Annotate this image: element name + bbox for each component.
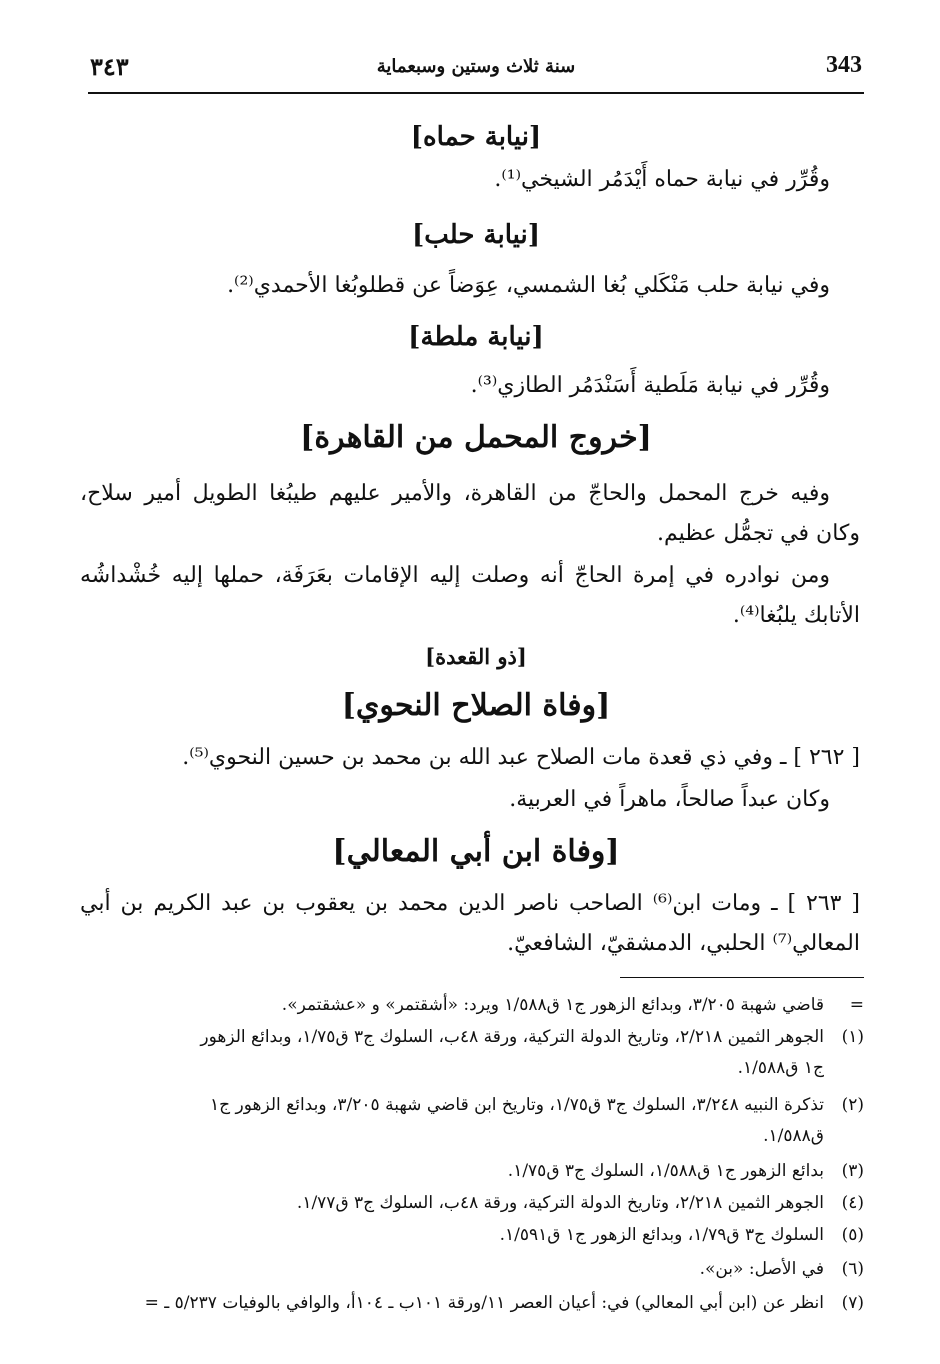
- footnote: [80, 1220, 864, 1251]
- paragraph: وقُرِّر في نيابة حماه أَيْدَمُر الشيخي⁽¹⁾.: [494, 167, 830, 192]
- page-header: [88, 52, 864, 90]
- paragraph: وفيه خرج المحمل والحاجّ من القاهرة، والأمير عليهم طيبُغا الطويل أمير سلاح، وكان في تجمُّل عظيم.: [80, 481, 860, 546]
- footnote: [80, 1090, 864, 1152]
- paragraph: وقُرِّر في نيابة مَلَطية أَسَنْدَمُر الطازي⁽³⁾.: [470, 373, 830, 398]
- footnote-continuation: ق١/٥٨٨.: [763, 1126, 824, 1146]
- section-heading: [نيابة ملطة]: [408, 322, 544, 352]
- footnote: [80, 990, 864, 1021]
- page-number-latin: 343: [826, 52, 862, 78]
- paragraph: ومن نوادره في إمرة الحاجّ أنه وصلت إليه الإقامات بعَرَفَة، حملها إليه خُشْداشُه الأتابك يلبُغا⁽⁴⁾.: [80, 563, 860, 628]
- biography-entry: [ ٢٦٢ ] ـ وفي ذي قعدة مات الصلاح عبد الله بن محمد بن حسين النحوي⁽⁵⁾.: [182, 745, 860, 770]
- footnote-text: بدائع الزهور ج١ ق١/٥٨٨، السلوك ج٣ ق١/٧٥.: [507, 1161, 824, 1181]
- footnote-marker: (١): [841, 1027, 864, 1047]
- footnote-text: الجوهر الثمين ٢/٢١٨، وتاريخ الدولة التركية، ورقة ٤٨ب، السلوك ج٣ ق١/٧٥، وبدائع الزهور: [200, 1027, 824, 1047]
- section-heading: [وفاة الصلاح النحوي]: [341, 688, 611, 723]
- footnote-marker: (٧): [841, 1293, 864, 1313]
- footnote-continuation: ج١ ق١/٥٨٨.: [737, 1058, 824, 1078]
- footnote: [80, 1254, 864, 1285]
- footnote-marker: (٤): [841, 1193, 864, 1213]
- footnote-marker: (٦): [841, 1259, 864, 1279]
- footnote: [80, 1022, 864, 1084]
- footnote-marker: =: [849, 995, 864, 1015]
- footnote: [80, 1288, 864, 1319]
- footnote-text: الجوهر الثمين ٢/٢١٨، وتاريخ الدولة التركية، ورقة ٤٨ب، السلوك ج٣ ق١/٧٧.: [296, 1193, 824, 1213]
- footnote-text: قاضي شهبة ٣/٢٠٥، وبدائع الزهور ج١ ق١/٥٨٨ ويرد: «أشقتمر» و «عشقتمر».: [281, 995, 824, 1015]
- footnote-text: السلوك ج٣ ق١/٧٩، وبدائع الزهور ج١ ق١/٥٩١.: [499, 1225, 824, 1245]
- page-number-arabic: ٣٤٣: [90, 52, 129, 81]
- paragraph: وكان عبداً صالحاً، ماهراً في العربية.: [509, 787, 830, 812]
- footnote-marker: (٣): [841, 1161, 864, 1181]
- running-title: سنة ثلاث وستين وسبعماية: [376, 56, 576, 77]
- section-heading: [وفاة ابن أبي المعالي]: [332, 834, 620, 869]
- footnote-marker: (٢): [841, 1095, 864, 1115]
- footnote: [80, 1188, 864, 1219]
- section-heading: [نيابة حماه]: [410, 122, 542, 152]
- footnote-marker: (٥): [841, 1225, 864, 1245]
- biography-entry: [ ٢٦٣ ] ـ ومات ابن⁽⁶⁾ الصاحب ناصر الدين محمد بن يعقوب بن عبد الكريم بن أبي المعالي⁽⁷⁾ الحلبي، الدمشقيّ، الشافعيّ.: [80, 891, 860, 956]
- footnote-text: تذكرة النبيه ٣/٢٤٨، السلوك ج٣ ق١/٧٥، وتاريخ ابن قاضي شهبة ٣/٢٠٥، وبدائع الزهور ج١: [210, 1095, 824, 1115]
- section-heading: [خروج المحمل من القاهرة]: [300, 420, 652, 455]
- footnote-text: انظر عن (ابن أبي المعالي) في: أعيان العصر ١١/ورقة ١٠١ب ـ ١٠٤أ، والوافي بالوفيات ٥/٢٣٧ ـ =: [144, 1293, 824, 1313]
- section-heading: [نيابة حلب]: [411, 220, 541, 250]
- footnote-rule: [620, 977, 864, 978]
- header-rule: [88, 92, 864, 94]
- footnote-text: في الأصل: «بن».: [699, 1259, 824, 1279]
- paragraph: وفي نيابة حلب مَنْكَلي بُغا الشمسي، عِوَضاً عن قطلوبُغا الأحمدي⁽²⁾.: [227, 273, 830, 298]
- footnote: [80, 1156, 864, 1187]
- month-heading: [ذو القعدة]: [425, 644, 527, 669]
